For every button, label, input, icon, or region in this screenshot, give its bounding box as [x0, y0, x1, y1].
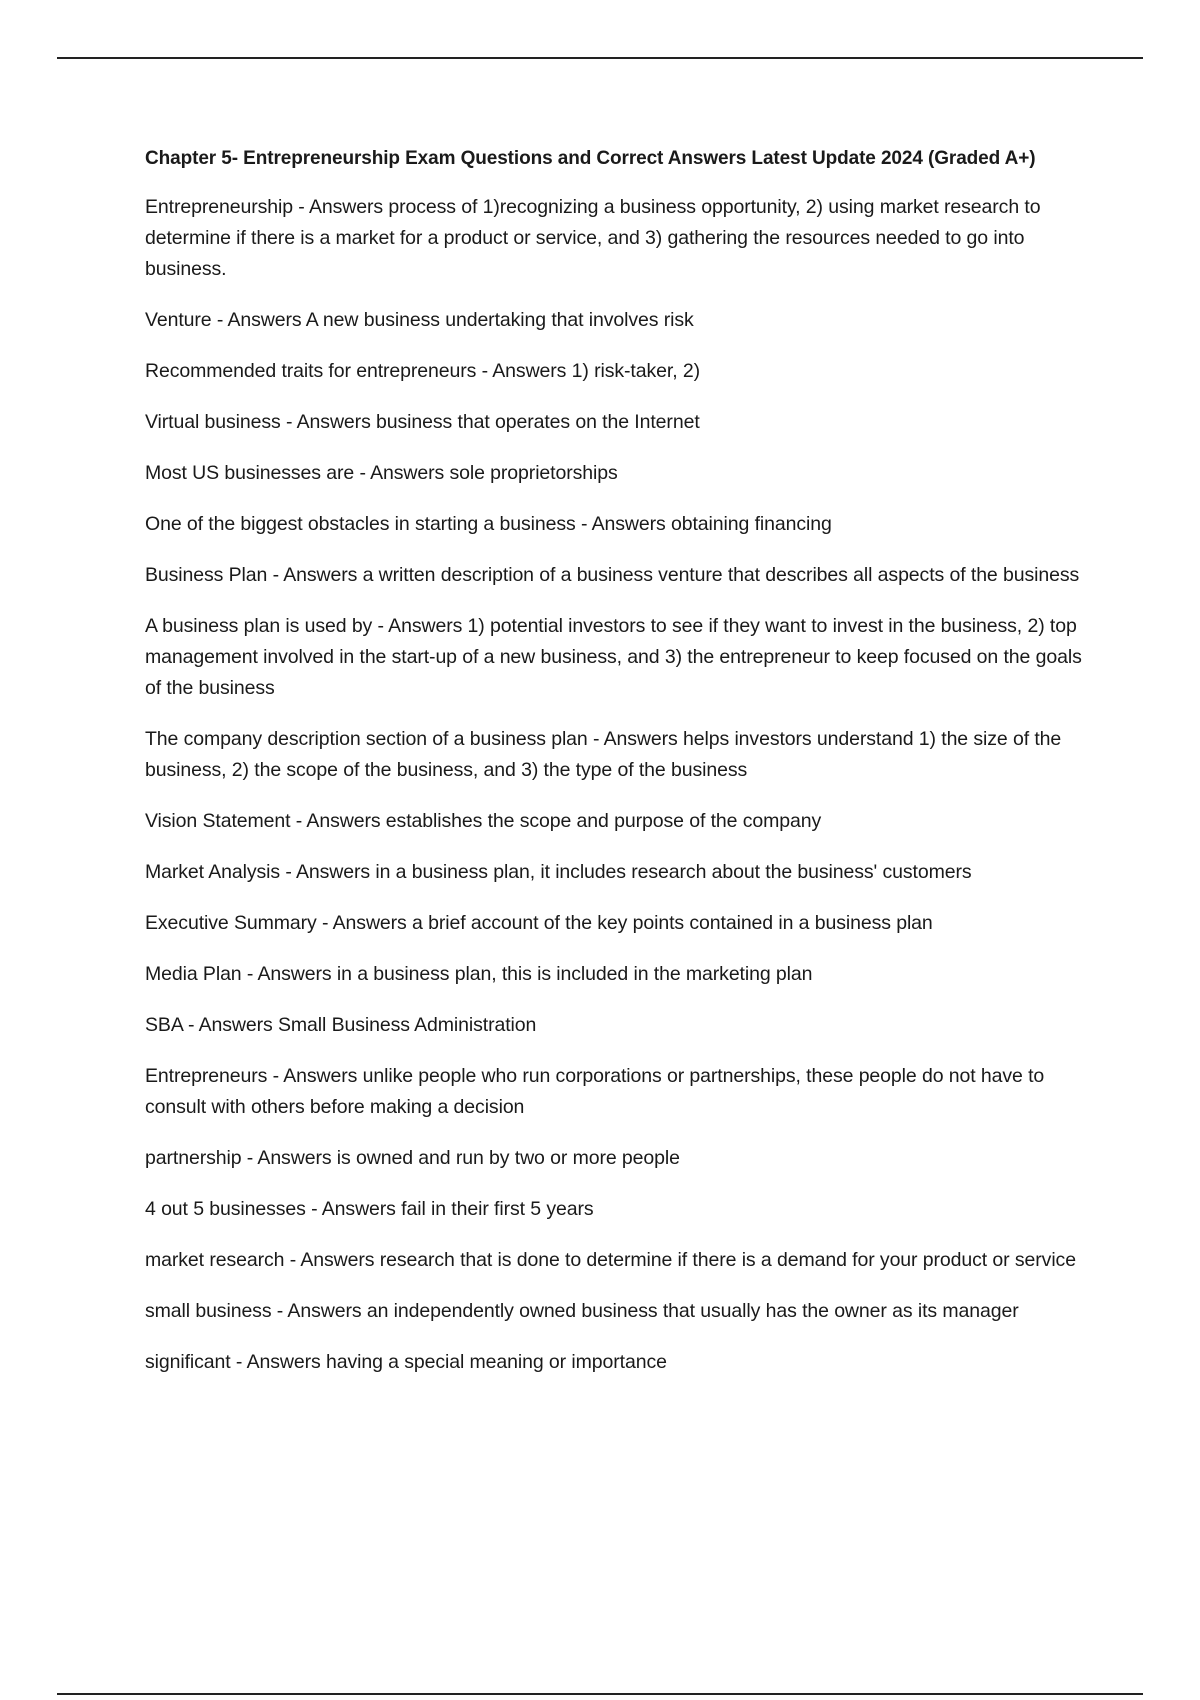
qa-list	[145, 192, 1100, 1378]
document-body	[145, 144, 1100, 1398]
qa-item: partnership - Answers is owned and run by two or more people	[145, 1147, 680, 1169]
qa-item: SBA - Answers Small Business Administration	[145, 1014, 537, 1036]
qa-item: A business plan is used by - Answers 1) potential investors to see if they want to invest in the business, 2) top management involved in the start-up of a new business, and 3) the entrepreneur to keep focused on the goals of the business	[145, 615, 1082, 699]
qa-item: Executive Summary - Answers a brief account of the key points contained in a business plan	[145, 912, 933, 934]
qa-item: market research - Answers research that is done to determine if there is a demand for your product or service	[145, 1249, 1076, 1271]
document-title: Chapter 5- Entrepreneurship Exam Questions and Correct Answers Latest Update 2024 (Graded A+)	[145, 148, 1036, 169]
qa-item: significant - Answers having a special meaning or importance	[145, 1351, 667, 1373]
qa-item: The company description section of a business plan - Answers helps investors understand 1) the size of the business, 2) the scope of the business, and 3) the type of the business	[145, 728, 1062, 781]
qa-item: Entrepreneurs - Answers unlike people who run corporations or partnerships, these people do not have to consult with others before making a decision	[145, 1065, 1045, 1118]
qa-item: Media Plan - Answers in a business plan, this is included in the marketing plan	[145, 963, 813, 985]
header-rule	[57, 57, 1143, 59]
qa-item: Vision Statement - Answers establishes the scope and purpose of the company	[145, 810, 822, 832]
qa-item: Entrepreneurship - Answers process of 1)recognizing a business opportunity, 2) using market research to determine if there is a market for a product or service, and 3) gathering the resources needed to go into business.	[145, 196, 1041, 280]
qa-item: small business - Answers an independently owned business that usually has the owner as its manager	[145, 1300, 1019, 1322]
qa-item: Recommended traits for entrepreneurs - Answers 1) risk-taker, 2)	[145, 360, 700, 382]
qa-item: 4 out 5 businesses - Answers fail in their first 5 years	[145, 1198, 594, 1220]
qa-item: Most US businesses are - Answers sole proprietorships	[145, 462, 618, 484]
qa-item: Business Plan - Answers a written description of a business venture that describes all aspects of the business	[145, 564, 1080, 586]
qa-item: Venture - Answers A new business undertaking that involves risk	[145, 309, 694, 331]
footer-rule	[57, 1693, 1143, 1695]
qa-item: Virtual business - Answers business that operates on the Internet	[145, 411, 700, 433]
qa-item: One of the biggest obstacles in starting a business - Answers obtaining financing	[145, 513, 832, 535]
qa-item: Market Analysis - Answers in a business plan, it includes research about the business' customers	[145, 861, 972, 883]
